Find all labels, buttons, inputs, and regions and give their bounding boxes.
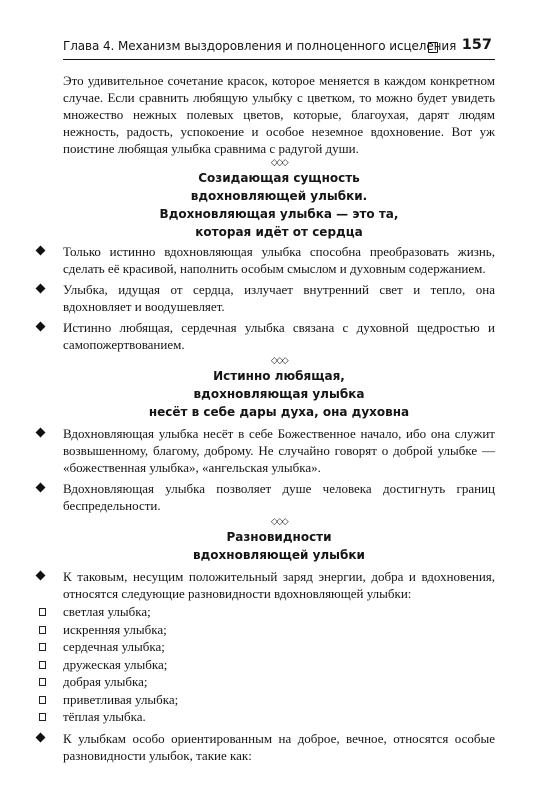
list-item <box>63 621 495 639</box>
running-header <box>63 37 495 60</box>
square-bullet-icon <box>39 678 46 686</box>
bullet-list <box>63 730 495 764</box>
section-divider-ornament: ◇◇◇ <box>270 158 288 168</box>
square-bullet-icon <box>39 696 46 704</box>
page-number: 157 <box>461 37 492 53</box>
heading-line: вдохновляющей улыбки. <box>190 189 368 203</box>
heading-line: несёт в себе дары духа, она духовна <box>148 405 410 419</box>
list-item-text: К улыбкам особо ориентированным на доброе, вечное, относятся особые разновидности улыбок, такие как: <box>63 730 495 763</box>
list-item-text: Вдохновляющая улыбка позволяет душе человека достигнуть границ беспредельности. <box>63 481 495 513</box>
list-item <box>63 603 495 621</box>
list-item <box>63 568 495 602</box>
section-heading <box>63 367 495 421</box>
list-item-text: Только истинно вдохновляющая улыбка способна преобразовать жизнь, сделать её красивой, наполнить особым смыслом и духовным содержанием. <box>63 244 495 276</box>
list-item-text: приветливая улыбка; <box>63 691 179 707</box>
list-item <box>63 319 495 353</box>
list-item-text: тёплая улыбка. <box>63 709 146 724</box>
list-item <box>63 691 495 709</box>
diamond-bullet-icon <box>36 428 46 438</box>
heading-line: которая идёт от сердца <box>195 225 363 239</box>
diamond-bullet-icon <box>36 322 46 332</box>
square-bullet-icon <box>39 626 46 634</box>
square-ornament-icon <box>428 42 438 53</box>
diamond-bullet-icon <box>36 246 46 256</box>
diamond-bullet-icon <box>36 732 46 742</box>
diamond-bullet-icon <box>36 571 46 581</box>
list-item <box>63 425 495 476</box>
bullet-list <box>63 243 495 353</box>
square-bullet-icon <box>39 608 46 616</box>
list-item <box>63 673 495 691</box>
list-item <box>63 656 495 674</box>
list-item-text: добрая улыбка; <box>63 674 148 689</box>
list-item <box>63 730 495 764</box>
page-body <box>63 72 495 768</box>
list-item <box>63 638 495 656</box>
list-item-text: Вдохновляющая улыбка несёт в себе Божественное начало, ибо она служит возвышенному, благому, доброму. Не случайно говорят о доброй улыбке — «божественная улыбка», «ангельская улыбка». <box>63 426 495 475</box>
intro-paragraph: Это удивительное сочетание красок, которое меняется в каждом конкретном случае. Если сравнить любящую улыбку с цветком, то можно будет увидеть множество нежных полевых цветов, которые, благоухая, дарят людям нежность, радость, успокоение и особое неземное вдохновение. Вот уж поистине любящая улыбка сравнима с радугой души. <box>63 73 495 156</box>
square-bullet-icon <box>39 643 46 651</box>
heading-line: Истинно любящая, <box>213 369 345 383</box>
list-item-text: дружеская улыбка; <box>63 656 168 672</box>
list-item-text: искренняя улыбка; <box>63 621 167 637</box>
chapter-title: Глава 4. Механизм выздоровления и полноценного исцеления <box>63 39 457 53</box>
section-heading <box>63 169 495 241</box>
diamond-bullet-icon <box>36 284 46 294</box>
smile-kinds-list <box>63 603 495 726</box>
heading-line: вдохновляющей улыбки <box>193 548 365 562</box>
section-heading <box>63 528 495 564</box>
heading-line: Вдохновляющая улыбка — это та, <box>159 207 399 221</box>
section-divider-ornament: ◇◇◇ <box>270 517 288 527</box>
heading-line: Разновидности <box>226 530 332 544</box>
list-item-text: Истинно любящая, сердечная улыбка связана с духовной щедростью и самопожертвованием. <box>63 320 495 352</box>
diamond-bullet-icon <box>36 483 46 493</box>
list-item <box>63 480 495 514</box>
section-divider-ornament: ◇◇◇ <box>270 356 288 366</box>
list-item-text: светлая улыбка; <box>63 604 151 619</box>
bullet-list <box>63 568 495 602</box>
square-bullet-icon <box>39 661 46 669</box>
bullet-list <box>63 425 495 514</box>
list-item <box>63 281 495 315</box>
square-bullet-icon <box>39 713 46 721</box>
list-item-text: сердечная улыбка; <box>63 639 165 654</box>
list-item <box>63 708 495 726</box>
heading-line: вдохновляющая улыбка <box>193 387 365 401</box>
list-item-text: Улыбка, идущая от сердца, излучает внутренний свет и тепло, она вдохновляет и воодушевляет. <box>63 282 495 314</box>
heading-line: Созидающая сущность <box>198 171 360 185</box>
list-item <box>63 243 495 277</box>
list-item-text: К таковым, несущим положительный заряд энергии, добра и вдохновения, относятся следующие разновидности вдохновляющей улыбки: <box>63 569 495 601</box>
